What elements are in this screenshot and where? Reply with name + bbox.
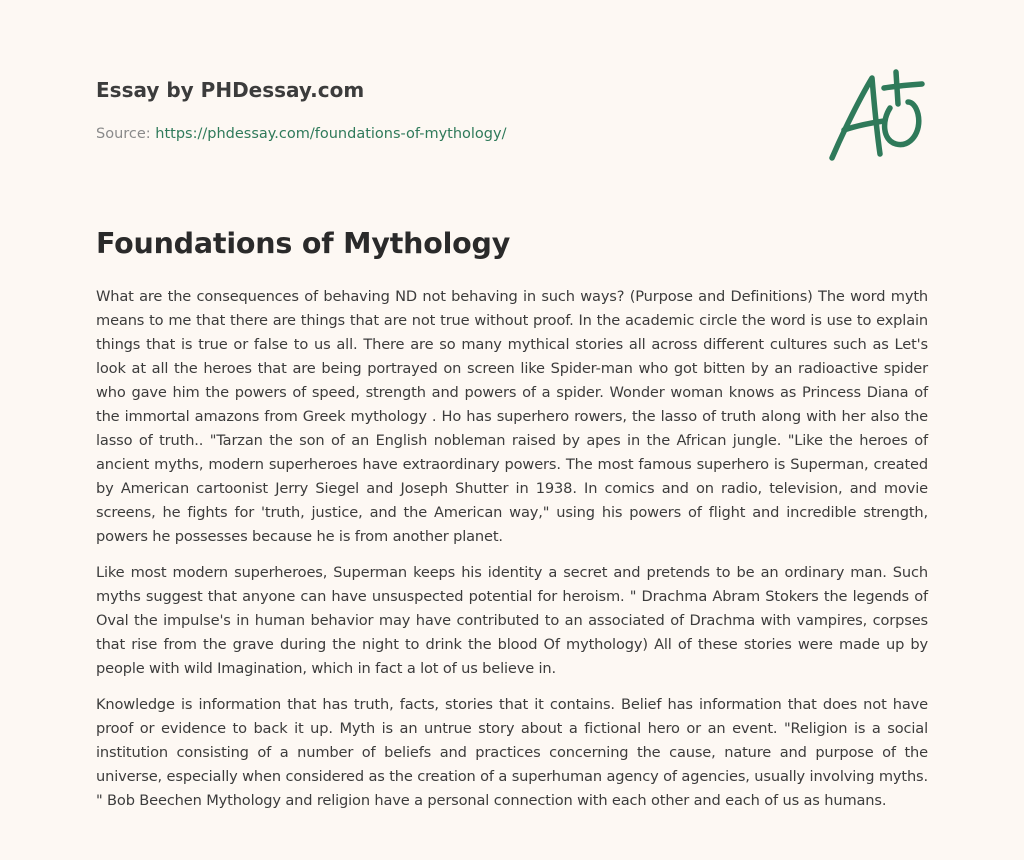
essay-paragraph: What are the consequences of behaving ND not behaving in such ways? (Purpose and Definitions) The word myth means to me that there are things that are not true without proof. In the academic circle the word is use to explain things that is true or false to us all. There are so many mythical stories all across different cultures such as Let's look at all the heroes that are being portrayed on screen like Spider-man who got bitten by an radioactive spider who gave him the powers of speed, strength and powers of a spider. Wonder woman knows as Princess Diana of the immortal amazons from Greek mythology . Ho has superhero rowers, the lasso of truth along with her also the lasso of truth.. "Tarzan the son of an English nobleman raised by apes in the African jungle. "Like the heroes of ancient myths, modern superheroes have extraordinary powers. The most famous superhero is Superman, created by American cartoonist Jerry Siegel and Joseph Shutter in 1938. In comics and on radio, television, and movie screens, he fights for 'truth, justice, and the American way," using his powers of flight and incredible strength, powers he possesses because he is from another planet. bbox=[96, 288, 928, 545]
source-line bbox=[96, 124, 928, 144]
essay-body bbox=[96, 285, 928, 825]
source-label: Source: bbox=[96, 126, 151, 142]
essay-header bbox=[96, 76, 928, 186]
a-plus-grade-icon bbox=[826, 68, 930, 164]
site-title: Essay by PHDessay.com bbox=[96, 78, 365, 102]
essay-paragraph: Knowledge is information that has truth, facts, stories that it contains. Belief has information that does not have proof or evidence to back it up. Myth is an untrue story about a fictional hero or an event. "Religion is a social institution consisting of a number of beliefs and practices concerning the cause, nature and purpose of the universe, especially when considered as the creation of a superhuman agency of agencies, usually involving myths. " Bob Beechen Mythology and religion have a personal connection with each other and each of us as humans. bbox=[96, 696, 928, 809]
source-link[interactable]: https://phdessay.com/foundations-of-mythology/ bbox=[155, 126, 507, 142]
essay-paragraph: Like most modern superheroes, Superman keeps his identity a secret and pretends to be an ordinary man. Such myths suggest that anyone can have unsuspected potential for heroism. " Drachma Abram Stokers the legends of Oval the impulse's in human behavior may have contributed to an associated of Drachma with vampires, corpses that rise from the grave during the night to drink the blood Of mythology) All of these stories were made up by people with wild Imagination, which in fact a lot of us believe in. bbox=[96, 564, 928, 677]
essay-title: Foundations of Mythology bbox=[96, 227, 511, 260]
